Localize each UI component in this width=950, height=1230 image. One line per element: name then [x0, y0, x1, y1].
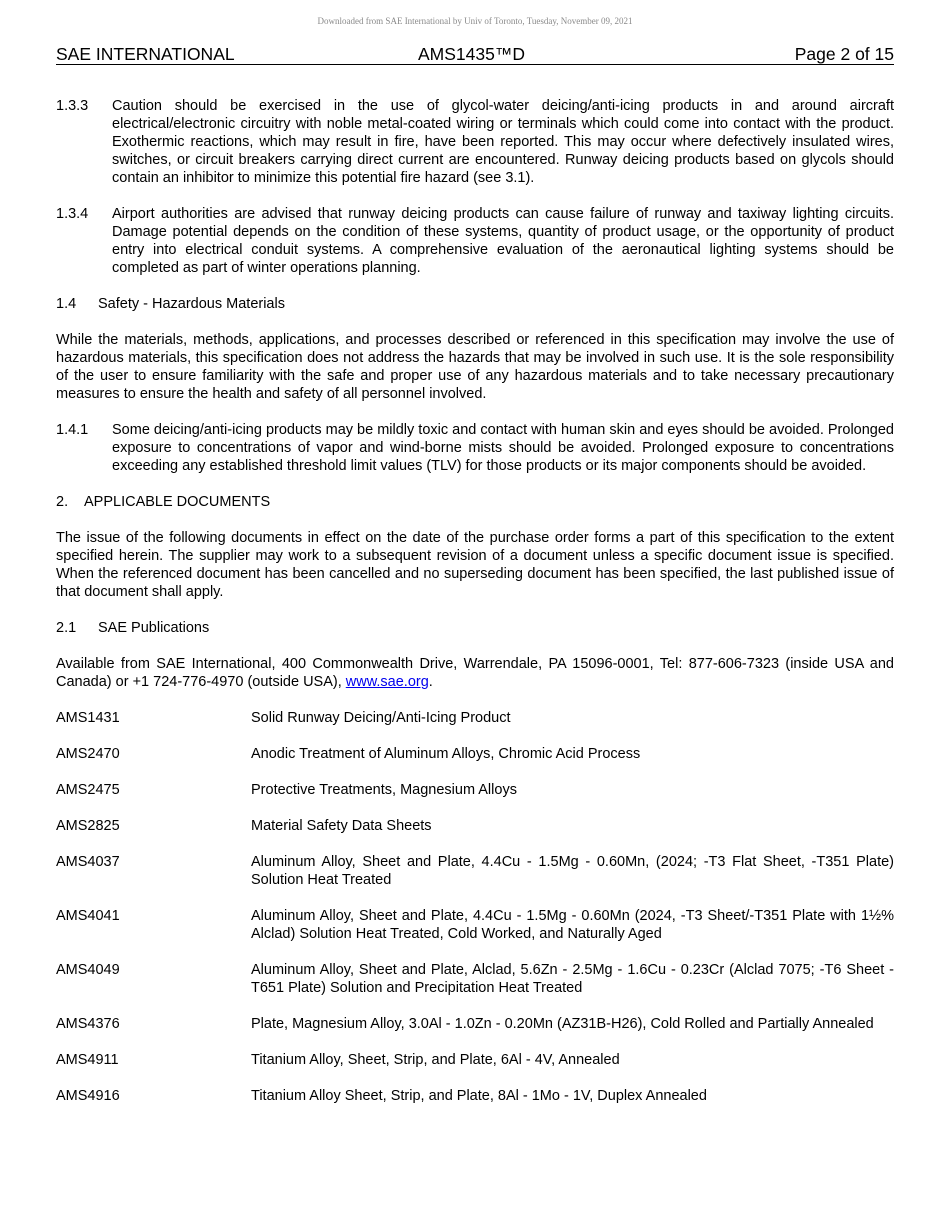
- page-header: [56, 44, 894, 65]
- document-title: Plate, Magnesium Alloy, 3.0Al - 1.0Zn - 0.20Mn (AZ31B-H26), Cold Rolled and Partially Annealed: [251, 1016, 874, 1032]
- section-2-text: The issue of the following documents in effect on the date of the purchase order forms a part of this specification to the extent specified herein. The supplier may work to a subsequent revision of a document unless a specific document issue is specified. When the referenced document has been cancelled and no superseding document has been specified, the last published issue of that document shall apply.: [56, 530, 894, 600]
- section-1-4-1: [56, 421, 894, 475]
- section-text: Caution should be exercised in the use of glycol-water deicing/anti-icing products in and around aircraft electrical/electronic circuitry with noble metal-coated wiring or terminals which could come into contact with the product. Exothermic reactions, which may result in fire, have been reported. This may occur where defectively insulated wires, switches, or circuit breakers carrying direct current are encountered. Runway deicing products based on glycols should contain an inhibitor to minimize this potential fire hazard (see 3.1).: [112, 98, 894, 186]
- document-reference-row: [56, 1051, 894, 1069]
- document-id: AMS4037: [56, 854, 120, 870]
- section-2-heading: [56, 493, 894, 511]
- section-2-1-heading: [56, 619, 894, 637]
- section-number: 1.4: [56, 296, 77, 312]
- section-number: 1.3.4: [56, 206, 89, 222]
- document-id: AMS4911: [56, 1052, 119, 1068]
- document-title: Titanium Alloy Sheet, Strip, and Plate, 8Al - 1Mo - 1V, Duplex Annealed: [251, 1088, 707, 1104]
- section-text: Some deicing/anti-icing products may be mildly toxic and contact with human skin and eyes should be avoided. Prolonged exposure to concentrations of vapor and wind-borne mists should be avoided. Prolonged exposure to concentrations exceeding any established threshold limit values (TLV) for those products or its major components should be avoided.: [112, 422, 894, 474]
- document-reference-row: [56, 781, 894, 799]
- document-id: AMS2825: [56, 818, 120, 834]
- section-title: Safety - Hazardous Materials: [98, 296, 285, 312]
- document-reference-row: [56, 817, 894, 835]
- section-number: 2.1: [56, 620, 77, 636]
- section-1-4-text: While the materials, methods, applications, and processes described or referenced in this specification may involve the use of hazardous materials, this specification does not address the hazards that may be involved in such use. It is the sole responsibility of the user to ensure familiarity with the safe and proper use of any hazardous materials and to take necessary precautionary measures to ensure the health and safety of all personnel involved.: [56, 332, 894, 402]
- header-page-number: Page 2 of 15: [794, 44, 894, 64]
- document-title: Aluminum Alloy, Sheet and Plate, Alclad, 5.6Zn - 2.5Mg - 1.6Cu - 0.23Cr (Alclad 7075; -T6 Sheet -T651 Plate) Solution and Precipitation Heat Treated: [251, 962, 894, 996]
- document-reference-row: [56, 1015, 894, 1033]
- document-id: AMS4376: [56, 1016, 120, 1032]
- download-watermark: Downloaded from SAE International by Univ of Toronto, Tuesday, November 09, 2021: [317, 16, 633, 26]
- document-id: AMS4916: [56, 1088, 120, 1104]
- document-reference-row: [56, 907, 894, 943]
- document-reference-row: [56, 1087, 894, 1105]
- document-id: AMS4041: [56, 908, 120, 924]
- header-publisher: SAE INTERNATIONAL: [56, 44, 235, 64]
- section-1-4-heading: [56, 295, 894, 313]
- document-id: AMS2470: [56, 746, 120, 762]
- sentence-end: .: [428, 674, 433, 690]
- document-title: Anodic Treatment of Aluminum Alloys, Chromic Acid Process: [251, 746, 641, 762]
- section-title: APPLICABLE DOCUMENTS: [84, 494, 271, 510]
- document-title: Solid Runway Deicing/Anti-Icing Product: [251, 710, 511, 726]
- section-number: 1.4.1: [56, 422, 89, 438]
- document-id: AMS2475: [56, 782, 120, 798]
- section-2-1-text: [56, 655, 894, 691]
- availability-text: Available from SAE International, 400 Commonwealth Drive, Warrendale, PA 15096-0001, Tel: 877-606-7323 (inside USA and Canada) or +1 724-776-4970 (outside USA),: [56, 656, 894, 690]
- document-id: AMS4049: [56, 962, 120, 978]
- section-number: 2.: [56, 494, 69, 510]
- document-reference-row: [56, 709, 894, 727]
- document-title: Titanium Alloy, Sheet, Strip, and Plate, 6Al - 4V, Annealed: [251, 1052, 620, 1068]
- document-body: [56, 97, 894, 1123]
- section-title: SAE Publications: [98, 620, 210, 636]
- document-reference-row: [56, 745, 894, 763]
- section-text: Airport authorities are advised that runway deicing products can cause failure of runway and taxiway lighting circuits. Damage potential depends on the condition of these systems, quantity of product usage, or the opportunity of product entry into electrical conduit systems. A comprehensive evaluation of the aeronautical lighting systems should be completed as part of winter operations planning.: [112, 206, 894, 276]
- section-1-3-3: [56, 97, 894, 187]
- document-reference-row: [56, 961, 894, 997]
- section-1-3-4: [56, 205, 894, 277]
- document-title: Protective Treatments, Magnesium Alloys: [251, 782, 517, 798]
- header-document-number: AMS1435™D: [418, 44, 525, 64]
- document-title: Aluminum Alloy, Sheet and Plate, 4.4Cu - 1.5Mg - 0.60Mn, (2024; -T3 Flat Sheet, -T351 Plate) Solution Heat Treated: [251, 854, 894, 888]
- document-title: Aluminum Alloy, Sheet and Plate, 4.4Cu - 1.5Mg - 0.60Mn (2024, -T3 Sheet/-T351 Plate with 1½% Alclad) Solution Heat Treated, Cold Worked, and Naturally Aged: [251, 908, 894, 942]
- document-title: Material Safety Data Sheets: [251, 818, 432, 834]
- document-reference-row: [56, 853, 894, 889]
- document-id: AMS1431: [56, 710, 120, 726]
- section-number: 1.3.3: [56, 98, 89, 114]
- sae-website-link[interactable]: www.sae.org: [345, 674, 429, 690]
